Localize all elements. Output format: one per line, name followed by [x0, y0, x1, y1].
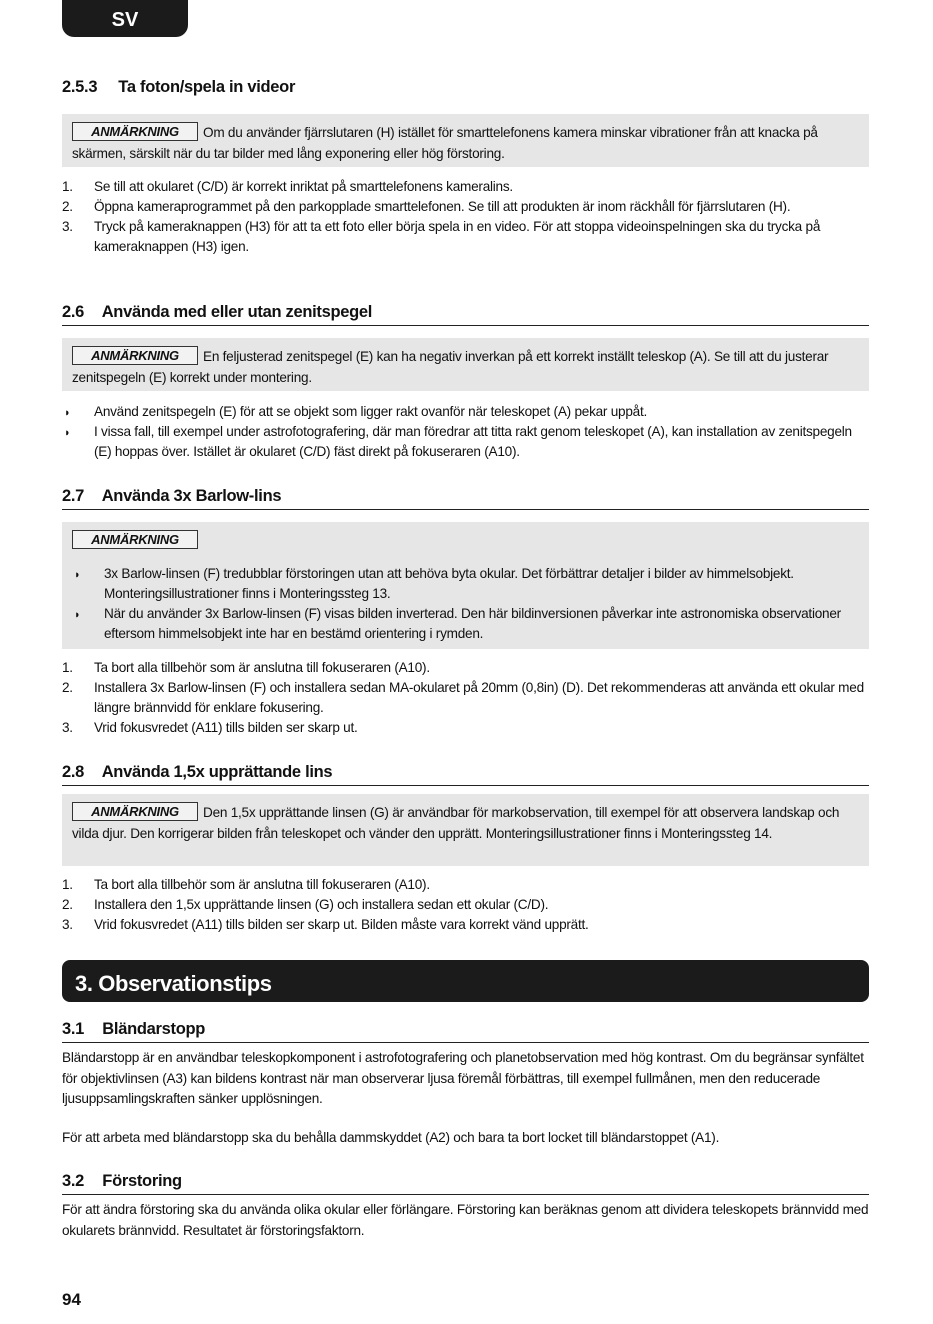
- section-number: 2.7: [62, 487, 85, 505]
- note-text: En feljusterad zenitspegel (E) kan ha negativ inverkan på ett korrekt inställt teleskop (A). Se till att du justerar zenitspegeln (E) korrekt under montering.: [72, 349, 829, 385]
- paragraph: Bländarstopp är en användbar teleskopkomponent i astrofotografering och planetobservation med hög kontrast. Om du begränsar synfältet för objektivlinsen (A3) kan bildens kontrast när man observerar ljusa föremål förbättras, till exempel fullmånen, men den reducerade ljusuppsamlingskraften sänker upplösningen.: [62, 1050, 864, 1106]
- section-title: Använda 1,5x upprättande lins: [101, 763, 333, 781]
- note-bullet-list: [74, 564, 859, 644]
- section-number: 3.2: [62, 1172, 85, 1190]
- bullet-icon: ◗: [74, 609, 81, 621]
- section-number: 2.6: [62, 303, 85, 321]
- section-number: 2.5.3: [62, 78, 98, 96]
- section-heading-2-5-3: [62, 78, 869, 97]
- section-title: Bländarstopp: [102, 1020, 206, 1038]
- bullet-icon: ◗: [64, 407, 71, 419]
- section-heading-3-2: [62, 1172, 869, 1195]
- section-number: 2.8: [62, 763, 85, 781]
- list-item: 3. Tryck på kameraknappen (H3) för att ta ett foto eller börja spela in en video. För att stoppa videoinspelningen ska du trycka på kameraknappen (H3) igen.: [62, 219, 821, 254]
- note-label: ANMÄRKNING: [72, 346, 198, 365]
- chapter-heading: 3. Observationstips: [62, 960, 869, 1002]
- list-item: 3. Vrid fokusvredet (A11) tills bilden ser skarp ut.: [62, 720, 358, 735]
- bullet-icon: ◗: [74, 569, 81, 581]
- bullet-list: [62, 402, 869, 462]
- steps-list: [62, 658, 869, 738]
- note-box: [62, 114, 869, 167]
- section-heading-3-1: [62, 1020, 869, 1043]
- steps-list: [62, 875, 869, 935]
- list-item: 1. Ta bort alla tillbehör som är anslutna till fokuseraren (A10).: [62, 660, 430, 675]
- list-item: 2. Installera den 1,5x upprättande linsen (G) och installera sedan ett okular (C/D).: [62, 897, 549, 912]
- paragraph: För att arbeta med bländarstopp ska du behålla dammskyddet (A2) och bara ta bort locket till bländarstoppet (A1).: [62, 1130, 720, 1145]
- list-item: ◗ När du använder 3x Barlow-linsen (F) visas bilden inverterad. Den här bildinversionen påverkar inte astronomiska observationer eftersom himmelsobjekt inte har en bestämd orientering i rymden.: [74, 606, 841, 641]
- list-item: ◗ 3x Barlow-linsen (F) tredubblar förstoringen utan att behöva byta okular. Det förbättrar detaljer i bilder av himmelsobjekt. Monteringsillustrationer finns i Monteringssteg 13.: [74, 566, 794, 601]
- section-heading-2-8: [62, 763, 869, 786]
- bullet-icon: ◗: [64, 427, 71, 439]
- paragraph: För att ändra förstoring ska du använda olika okular eller förlängare. Förstoring kan beräknas genom att dividera teleskopets brännvidd med okularets brännvidd. Resultatet är förstoringsfaktorn.: [62, 1202, 869, 1238]
- section-title: Förstoring: [102, 1172, 182, 1190]
- section-heading-2-7: [62, 487, 869, 510]
- section-title: Ta foton/spela in videor: [118, 78, 296, 96]
- section-title: Använda 3x Barlow-lins: [101, 487, 282, 505]
- section-heading-2-6: [62, 303, 869, 326]
- section-title: Använda med eller utan zenitspegel: [101, 303, 373, 321]
- note-label: ANMÄRKNING: [72, 802, 198, 821]
- note-label: ANMÄRKNING: [72, 530, 198, 549]
- section-number: 3.1: [62, 1020, 85, 1038]
- list-item: 3. Vrid fokusvredet (A11) tills bilden ser skarp ut. Bilden måste vara korrekt vänd upprätt.: [62, 917, 589, 932]
- steps-list: [62, 177, 869, 257]
- language-tab: SV: [62, 0, 188, 37]
- list-item: 2. Installera 3x Barlow-linsen (F) och installera sedan MA-okularet på 20mm (0,8in) (D). Det rekommenderas att använda ett okular med längre brännvidd för enklare fokusering.: [62, 680, 864, 715]
- list-item: 1. Ta bort alla tillbehör som är anslutna till fokuseraren (A10).: [62, 877, 430, 892]
- note-text: Den 1,5x upprättande linsen (G) är användbar för markobservation, till exempel för att observera landskap och vilda djur. Den korrigerar bilden från teleskopet och vänder den upprätt. Monteringsillustrationer finns i Monteringssteg 14.: [72, 805, 840, 841]
- note-label: ANMÄRKNING: [72, 122, 198, 141]
- list-item: 1. Se till att okularet (C/D) är korrekt inriktat på smarttelefonens kameralins.: [62, 179, 513, 194]
- note-box: [62, 794, 869, 866]
- list-item: ◗ Använd zenitspegeln (E) för att se objekt som ligger rakt ovanför när teleskopet (A) pekar uppåt.: [62, 402, 869, 422]
- list-item: ◗ I vissa fall, till exempel under astrofotografering, där man föredrar att titta rakt genom teleskopet (A), kan installation av zenitspegeln (E) hoppas över. Istället är okularet (C/D) fäst direkt på fokuseraren (A10).: [64, 424, 852, 459]
- note-box: [62, 522, 869, 649]
- note-text: Om du använder fjärrslutaren (H) istället för smarttelefonens kamera minskar vibrationer från att knacka på skärmen, särskilt när du tar bilder med lång exponering eller hög förstoring.: [72, 125, 818, 161]
- list-item: 2. Öppna kameraprogrammet på den parkopplade smarttelefonen. Se till att produkten är inom räckhåll för fjärrslutaren (H).: [62, 199, 791, 214]
- note-box: [62, 338, 869, 391]
- page-number: 94: [62, 1290, 81, 1309]
